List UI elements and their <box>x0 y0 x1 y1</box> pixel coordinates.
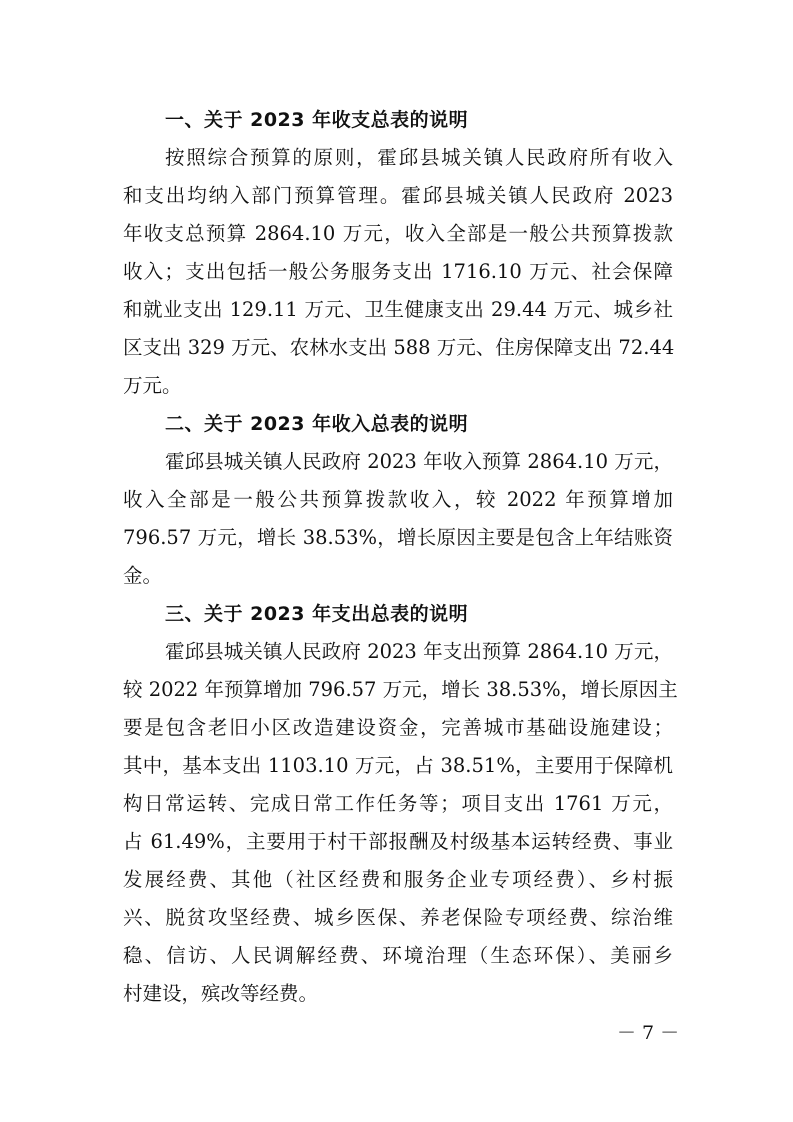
text-line: 和就业支出 129.11 万元、卫生健康支出 29.44 万元、城乡社 <box>123 298 673 321</box>
text-line: 和支出均纳入部门预算管理。霍邱县城关镇人民政府 2023 <box>123 184 673 207</box>
text-line: 占 61.49%，主要用于村干部报酬及村级基本运转经费、事业 <box>123 830 673 853</box>
text-line: 村建设，殡改等经费。 <box>123 982 319 1005</box>
text-line: 收入；支出包括一般公务服务支出 1716.10 万元、社会保障 <box>123 260 673 283</box>
text-line: 收入全部是一般公共预算拨款收入，较 2022 年预算增加 <box>123 488 673 511</box>
document-body <box>123 101 678 1013</box>
text-line: 稳、信访、人民调解经费、环境治理（生态环保）、美丽乡 <box>123 944 673 967</box>
page-number: － 7 － <box>617 1022 680 1044</box>
text-line: 较 2022 年预算增加 796.57 万元，增长 38.53%，增长原因主 <box>123 678 678 701</box>
section-heading-1: 一、关于 2023 年收支总表的说明 <box>165 109 469 131</box>
section-heading-2: 二、关于 2023 年收入总表的说明 <box>165 413 469 435</box>
text-line: 其中，基本支出 1103.10 万元，占 38.51%，主要用于保障机 <box>123 754 673 777</box>
text-line: 发展经费、其他（社区经费和服务企业专项经费）、乡村振 <box>123 868 673 891</box>
text-line: 构日常运转、完成日常工作任务等；项目支出 1761 万元， <box>123 792 673 815</box>
text-line: 年收支总预算 2864.10 万元，收入全部是一般公共预算拨款 <box>123 222 673 245</box>
section-heading-3: 三、关于 2023 年支出总表的说明 <box>165 603 469 625</box>
text-line: 霍邱县城关镇人民政府 2023 年收入预算 2864.10 万元， <box>165 450 673 473</box>
text-line: 区支出 329 万元、农林水支出 588 万元、住房保障支出 72.44 <box>123 336 675 359</box>
text-line: 兴、脱贫攻坚经费、城乡医保、养老保险专项经费、综治维 <box>123 906 673 929</box>
section-paragraph-1 <box>123 139 673 405</box>
section-paragraph-2 <box>123 443 673 595</box>
text-line: 霍邱县城关镇人民政府 2023 年支出预算 2864.10 万元， <box>165 640 673 663</box>
text-line: 796.57 万元，增长 38.53%，增长原因主要是包含上年结账资 <box>123 526 673 549</box>
text-line: 万元。 <box>123 374 182 397</box>
text-line: 按照综合预算的原则，霍邱县城关镇人民政府所有收入 <box>165 146 673 169</box>
text-line: 金。 <box>123 564 163 587</box>
text-line: 要是包含老旧小区改造建设资金，完善城市基础设施建设； <box>123 716 673 739</box>
section-paragraph-3 <box>123 633 678 1013</box>
